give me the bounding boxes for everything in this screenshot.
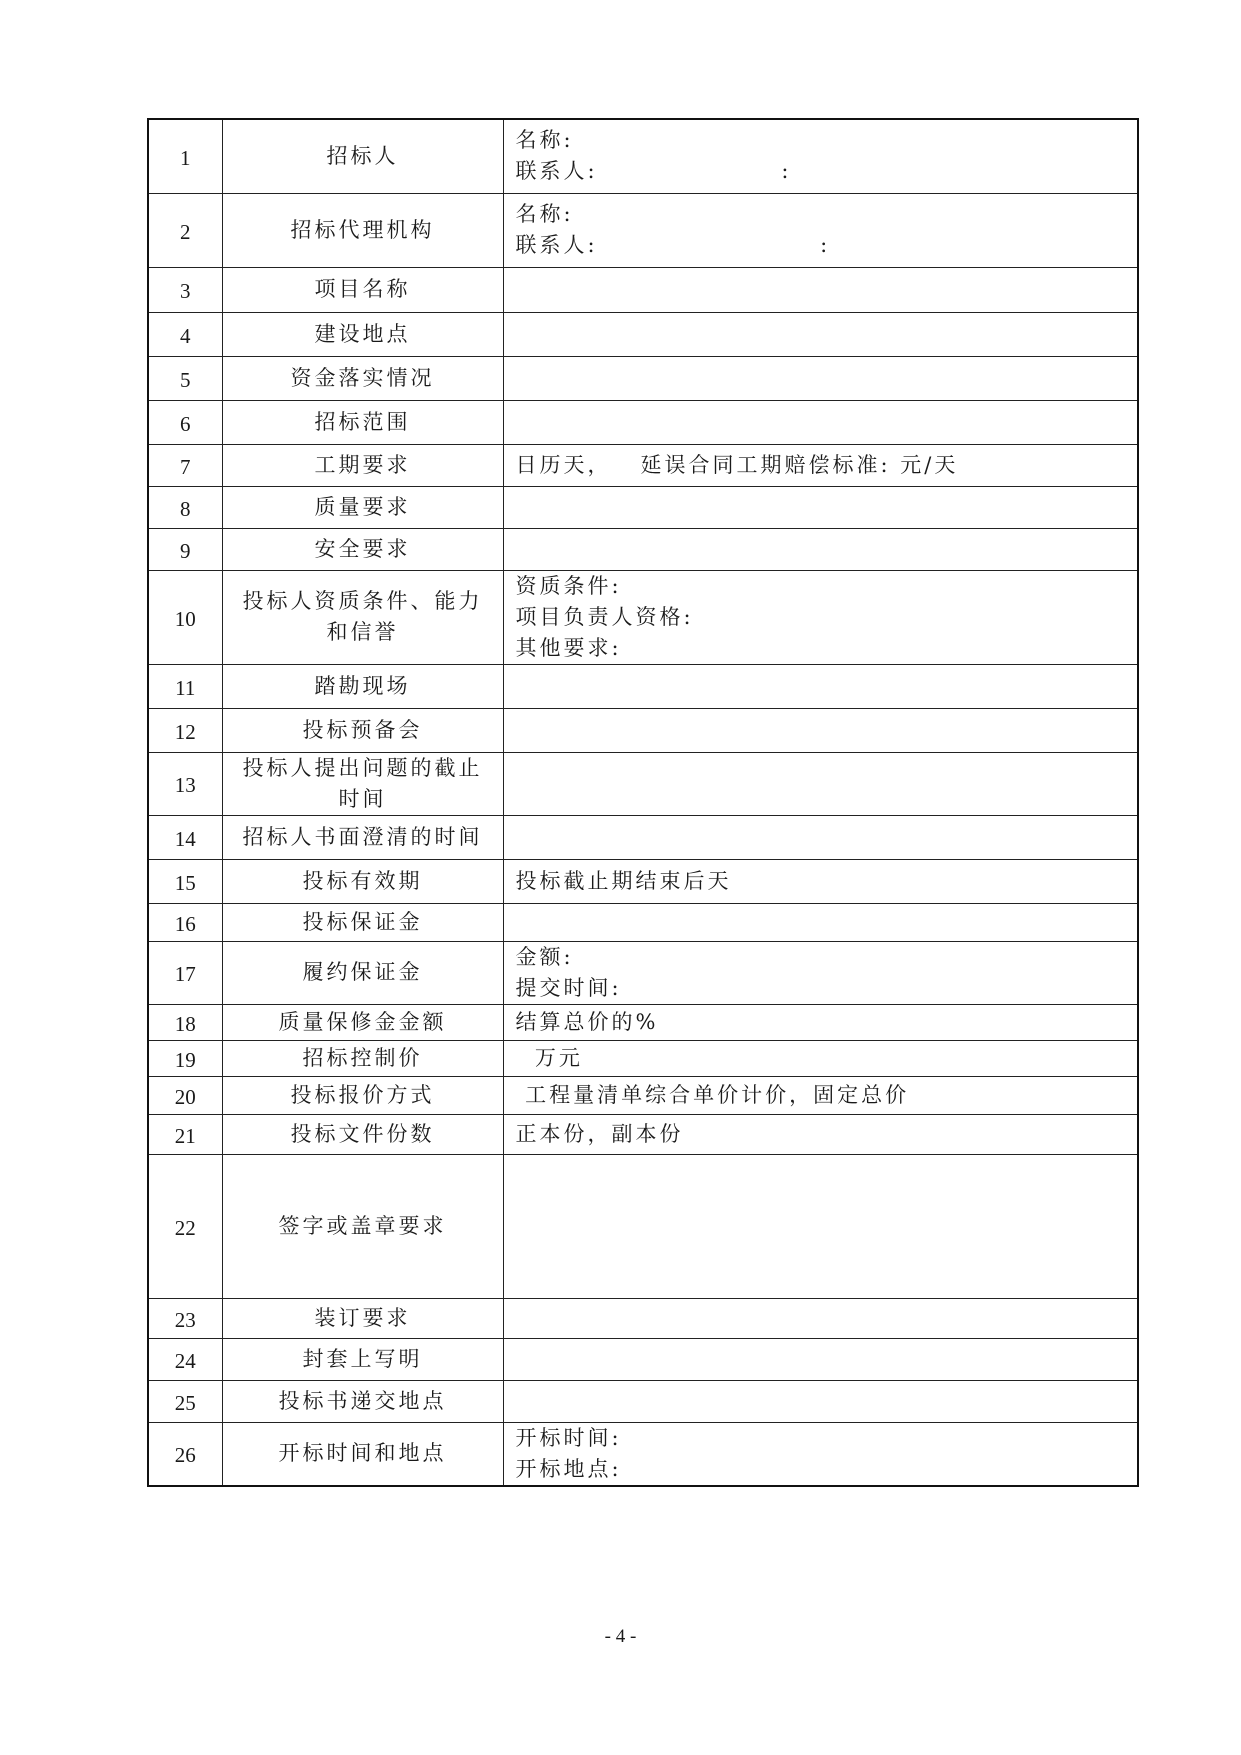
row-content xyxy=(503,356,1138,400)
table-row xyxy=(148,444,1138,486)
table-row xyxy=(148,1422,1138,1486)
row-content xyxy=(503,312,1138,356)
row-content xyxy=(503,1154,1138,1298)
table-row xyxy=(148,486,1138,528)
row-content xyxy=(503,664,1138,708)
item-line: 投标人提出问题的截止 xyxy=(242,755,483,780)
row-item xyxy=(222,1298,503,1338)
row-number: 19 xyxy=(148,1040,222,1076)
table-row xyxy=(148,400,1138,444)
row-number: 7 xyxy=(148,444,222,486)
row-content xyxy=(503,941,1138,1004)
row-item xyxy=(222,444,503,486)
table-row xyxy=(148,312,1138,356)
row-number: 2 xyxy=(148,193,222,267)
table-row xyxy=(148,1298,1138,1338)
row-item xyxy=(222,903,503,941)
row-content xyxy=(503,1422,1138,1486)
row-number: 21 xyxy=(148,1114,222,1154)
table-row xyxy=(148,1040,1138,1076)
table-row xyxy=(148,1076,1138,1114)
item-line: 投标报价方式 xyxy=(290,1082,435,1107)
row-item xyxy=(222,1114,503,1154)
row-item xyxy=(222,486,503,528)
row-number: 25 xyxy=(148,1380,222,1422)
table-row xyxy=(148,1380,1138,1422)
item-line: 项目名称 xyxy=(314,277,411,301)
row-number: 8 xyxy=(148,486,222,528)
page-number: - 4 - xyxy=(604,1626,637,1647)
row-item xyxy=(222,664,503,708)
item-line: 招标控制价 xyxy=(302,1045,423,1070)
row-number: 5 xyxy=(148,356,222,400)
content-line: 正本份，副本份 xyxy=(515,1121,684,1146)
row-item xyxy=(222,1076,503,1114)
row-item xyxy=(222,941,503,1004)
row-item xyxy=(222,267,503,312)
row-item xyxy=(222,1338,503,1380)
table-row xyxy=(148,1338,1138,1380)
table-row xyxy=(148,752,1138,815)
row-number: 15 xyxy=(148,859,222,903)
row-content xyxy=(503,1114,1138,1154)
content-line: 其他要求: xyxy=(515,635,622,660)
table-row xyxy=(148,664,1138,708)
row-content xyxy=(503,486,1138,528)
row-item xyxy=(222,1422,503,1486)
table-row xyxy=(148,356,1138,400)
content-line: 联系人: : xyxy=(515,233,831,257)
row-item xyxy=(222,752,503,815)
row-content xyxy=(503,1298,1138,1338)
item-line: 质量要求 xyxy=(314,494,411,519)
table-row xyxy=(148,941,1138,1004)
row-content xyxy=(503,859,1138,903)
content-line: 金额: xyxy=(515,944,574,969)
item-line: 投标保证金 xyxy=(302,909,423,934)
row-item xyxy=(222,400,503,444)
content-line: 开标时间: xyxy=(515,1425,622,1450)
item-line: 工期要求 xyxy=(314,452,411,477)
item-line: 建设地点 xyxy=(314,321,411,346)
content-line: 万元 xyxy=(515,1045,583,1070)
row-item xyxy=(222,859,503,903)
table-row xyxy=(148,528,1138,570)
table-row xyxy=(148,859,1138,903)
row-number: 6 xyxy=(148,400,222,444)
row-number: 17 xyxy=(148,941,222,1004)
content-line: 名称: xyxy=(515,128,574,153)
item-line: 装订要求 xyxy=(314,1305,411,1330)
row-content xyxy=(503,1004,1138,1040)
row-number: 26 xyxy=(148,1422,222,1486)
row-number: 14 xyxy=(148,815,222,859)
item-line: 投标有效期 xyxy=(302,868,423,893)
row-content xyxy=(503,815,1138,859)
table-row xyxy=(148,1004,1138,1040)
row-item xyxy=(222,528,503,570)
content-line: 投标截止期结束后天 xyxy=(515,868,732,893)
item-line: 踏勘现场 xyxy=(314,673,411,698)
content-line: 名称: xyxy=(515,202,574,226)
row-number: 23 xyxy=(148,1298,222,1338)
row-number: 24 xyxy=(148,1338,222,1380)
row-number: 1 xyxy=(148,119,222,193)
content-line: 工程量清单综合单价计价，固定总价 xyxy=(515,1082,910,1107)
table-body xyxy=(148,119,1138,1486)
row-content xyxy=(503,1040,1138,1076)
item-line: 质量保修金金额 xyxy=(278,1009,447,1034)
row-number: 13 xyxy=(148,752,222,815)
item-line: 投标人资质条件、能力 xyxy=(242,589,483,613)
table-row xyxy=(148,1114,1138,1154)
row-item xyxy=(222,1154,503,1298)
row-number: 18 xyxy=(148,1004,222,1040)
row-number: 11 xyxy=(148,664,222,708)
row-item xyxy=(222,1004,503,1040)
row-item xyxy=(222,708,503,752)
row-item xyxy=(222,815,503,859)
item-line: 投标预备会 xyxy=(302,717,423,742)
table-row xyxy=(148,815,1138,859)
item-line: 履约保证金 xyxy=(302,960,423,984)
row-number: 20 xyxy=(148,1076,222,1114)
row-content xyxy=(503,119,1138,193)
row-content xyxy=(503,708,1138,752)
table-row xyxy=(148,267,1138,312)
row-content xyxy=(503,193,1138,267)
table-row xyxy=(148,570,1138,664)
content-line: 结算总价的% xyxy=(515,1009,659,1034)
row-content xyxy=(503,570,1138,664)
table-row xyxy=(148,193,1138,267)
row-item xyxy=(222,1040,503,1076)
row-number: 12 xyxy=(148,708,222,752)
row-content xyxy=(503,1076,1138,1114)
content-line: 提交时间: xyxy=(515,975,622,1000)
item-line: 招标人 xyxy=(326,143,399,168)
item-line: 投标文件份数 xyxy=(290,1121,435,1146)
row-item xyxy=(222,312,503,356)
row-item xyxy=(222,119,503,193)
content-line: 联系人: : xyxy=(515,159,792,184)
item-line: 签字或盖章要求 xyxy=(278,1213,447,1238)
row-item xyxy=(222,570,503,664)
row-content xyxy=(503,903,1138,941)
item-line: 招标范围 xyxy=(314,409,411,434)
row-content xyxy=(503,1338,1138,1380)
item-line: 投标书递交地点 xyxy=(278,1388,447,1413)
item-line: 安全要求 xyxy=(314,536,411,561)
item-line: 招标人书面澄清的时间 xyxy=(242,824,483,849)
row-number: 10 xyxy=(148,570,222,664)
row-content xyxy=(503,444,1138,486)
item-line: 开标时间和地点 xyxy=(278,1441,447,1465)
table-row xyxy=(148,708,1138,752)
content-line: 资质条件: xyxy=(515,573,622,598)
row-number: 9 xyxy=(148,528,222,570)
row-content xyxy=(503,400,1138,444)
bid-info-table xyxy=(147,118,1139,1487)
row-item xyxy=(222,193,503,267)
item-line: 招标代理机构 xyxy=(290,217,435,242)
row-content xyxy=(503,267,1138,312)
content-line: 开标地点: xyxy=(515,1456,622,1481)
item-line: 和信誉 xyxy=(326,620,399,644)
table-row xyxy=(148,1154,1138,1298)
row-number: 3 xyxy=(148,267,222,312)
row-content xyxy=(503,752,1138,815)
item-line: 封套上写明 xyxy=(302,1346,423,1371)
row-content xyxy=(503,528,1138,570)
content-line: 日历天， 延误合同工期赔偿标准: 元/天 xyxy=(515,452,959,477)
row-item xyxy=(222,356,503,400)
row-content xyxy=(503,1380,1138,1422)
row-number: 4 xyxy=(148,312,222,356)
table-row xyxy=(148,903,1138,941)
row-number: 16 xyxy=(148,903,222,941)
item-line: 资金落实情况 xyxy=(290,365,435,390)
row-number: 22 xyxy=(148,1154,222,1298)
item-line: 时间 xyxy=(338,786,387,811)
content-line: 项目负责人资格: xyxy=(515,604,694,629)
table-row xyxy=(148,119,1138,193)
row-item xyxy=(222,1380,503,1422)
